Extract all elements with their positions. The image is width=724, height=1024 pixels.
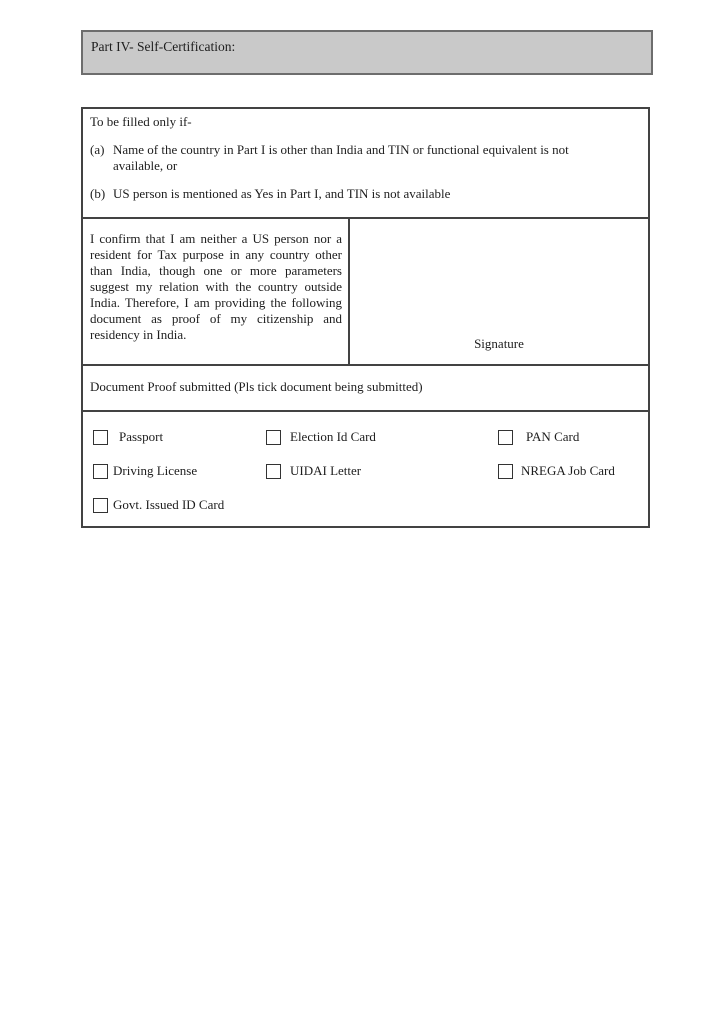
driving-license-checkbox[interactable] (93, 464, 108, 479)
condition-b-text: US person is mentioned as Yes in Part I, and TIN is not available (113, 186, 451, 201)
nrega-job-card-label: NREGA Job Card (521, 463, 615, 478)
signature-label: Signature (474, 336, 524, 351)
pan-card-label: PAN Card (526, 429, 580, 444)
declaration-cell (83, 219, 350, 364)
driving-license-label: Driving License (113, 463, 198, 478)
option-driving-license[interactable] (93, 463, 266, 479)
condition-b-marker: (b) (90, 186, 106, 201)
signature-field[interactable] (350, 219, 648, 364)
option-uidai-letter[interactable] (266, 463, 498, 479)
option-pan-card[interactable] (498, 429, 640, 445)
election-id-card-checkbox[interactable] (266, 430, 281, 445)
section-title: Part IV- Self-Certification: (91, 39, 236, 54)
passport-checkbox[interactable] (93, 430, 108, 445)
option-passport[interactable] (93, 429, 266, 445)
document-proof-label: Document Proof submitted (Pls tick document being submitted) (90, 379, 423, 394)
self-certification-form (81, 107, 650, 528)
section-header-bar (81, 30, 653, 75)
nrega-job-card-checkbox[interactable] (498, 464, 513, 479)
document-proof-row (83, 364, 648, 410)
uidai-letter-label: UIDAI Letter (290, 463, 362, 478)
option-nrega-job-card[interactable] (498, 463, 640, 479)
declaration-text: I confirm that I am neither a US person nor a resident for Tax purpose in any country other than India, though one or more parameters suggest my relation with the country outside India. Therefore, I am providing the following document as proof of my citizenship and residency in India. (90, 231, 342, 342)
condition-a-text: Name of the country in Part I is other than India and TIN or functional equivalent is not available, or (113, 142, 569, 173)
conditions-intro: To be filled only if- (90, 114, 192, 129)
uidai-letter-checkbox[interactable] (266, 464, 281, 479)
condition-b (90, 186, 638, 202)
document-options-grid (83, 410, 648, 526)
declaration-row (83, 217, 648, 364)
passport-label: Passport (119, 429, 164, 444)
govt-issued-id-card-checkbox[interactable] (93, 498, 108, 513)
govt-issued-id-card-label: Govt. Issued ID Card (113, 497, 225, 512)
pan-card-checkbox[interactable] (498, 430, 513, 445)
condition-a-marker: (a) (90, 142, 105, 157)
election-id-card-label: Election Id Card (290, 429, 376, 444)
option-govt-issued-id-card[interactable] (93, 497, 266, 513)
condition-a (90, 142, 638, 174)
conditions-section (83, 109, 648, 217)
option-election-id-card[interactable] (266, 429, 498, 445)
